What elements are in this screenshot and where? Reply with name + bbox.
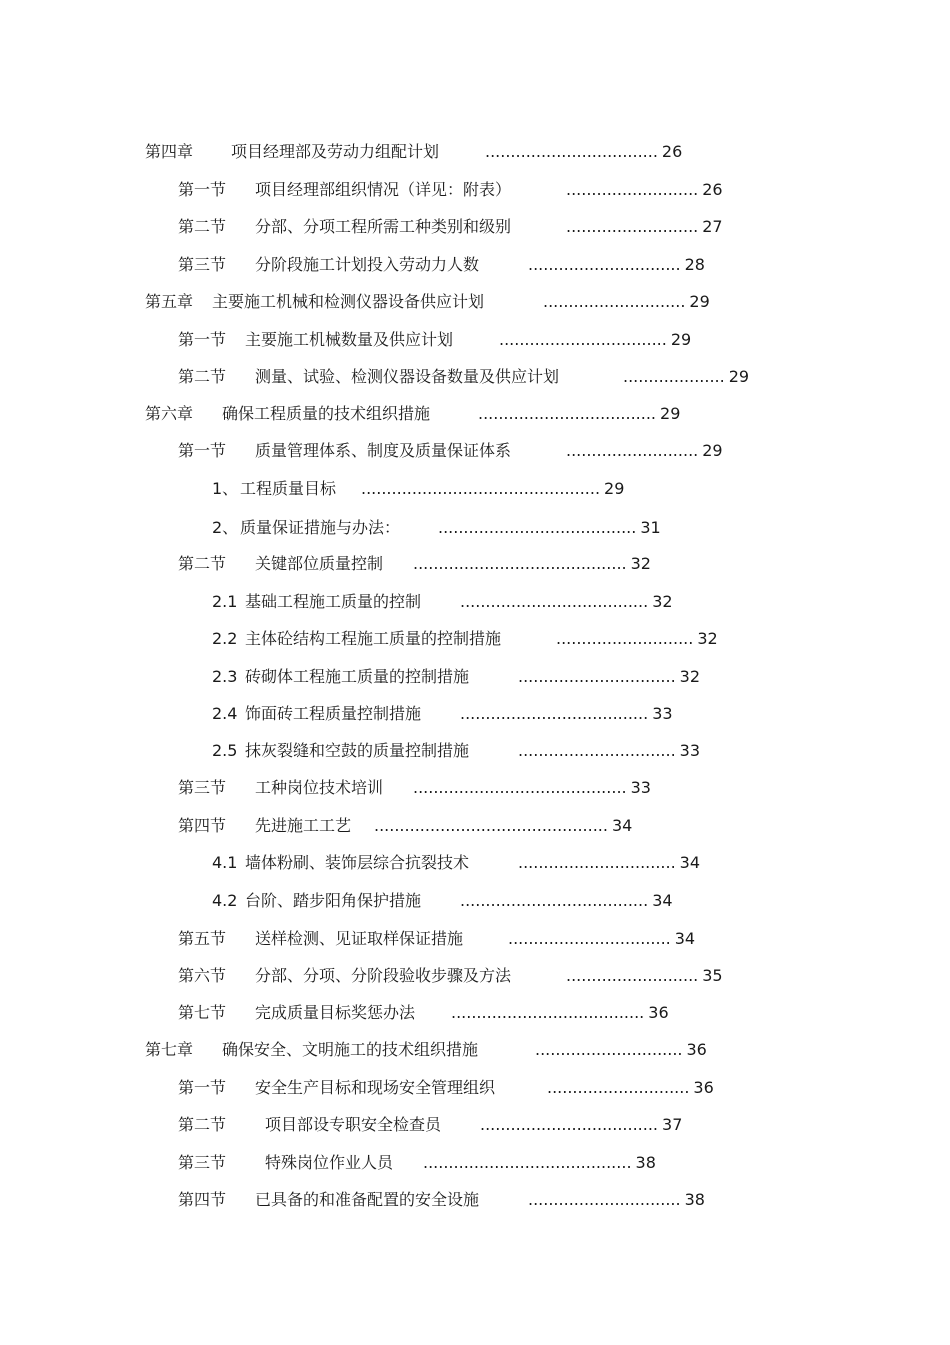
toc-entry-leader: .......................... xyxy=(566,966,699,985)
toc-entry-title: 测量、试验、检测仪器设备数量及供应计划 xyxy=(255,367,560,386)
toc-entry-leader: ...................................... xyxy=(451,1003,645,1022)
toc-entry[interactable] xyxy=(212,516,661,540)
toc-entry-page: 33 xyxy=(630,778,651,797)
toc-entry[interactable] xyxy=(212,889,673,913)
toc-entry-label: 第七节 xyxy=(178,1003,227,1022)
toc-entry-label: 第一节 xyxy=(178,330,227,349)
toc-entry-leader: .............................................. xyxy=(374,816,608,835)
toc-entry-label: 2、 xyxy=(212,518,239,537)
toc-entry-title: 质量管理体系、制度及质量保证体系 xyxy=(255,441,512,460)
toc-entry-label: 2.2 xyxy=(212,629,238,648)
toc-entry-title: 分阶段施工计划投入劳动力人数 xyxy=(255,255,480,274)
toc-entry-leader: .......................... xyxy=(566,217,699,236)
toc-entry-title: 项目部设专职安全检查员 xyxy=(265,1115,442,1134)
toc-entry-title: 墙体粉刷、装饰层综合抗裂技术 xyxy=(245,853,470,872)
toc-entry-page: 29 xyxy=(670,330,692,349)
toc-entry-title: 关键部位质量控制 xyxy=(255,554,384,573)
toc-entry[interactable] xyxy=(178,552,651,576)
toc-entry-leader: .......................... xyxy=(566,180,699,199)
toc-entry-leader: .............................. xyxy=(528,1190,681,1209)
toc-entry-leader: ......................................... xyxy=(423,1153,632,1172)
toc-entry-page: 29 xyxy=(660,404,681,423)
toc-entry-label: 第一节 xyxy=(178,441,227,460)
toc-entry-title: 工程质量目标 xyxy=(240,479,337,498)
toc-entry-leader: ................................ xyxy=(508,929,671,948)
toc-entry-title: 项目经理部组织情况（详见：附表） xyxy=(255,180,512,199)
toc-entry-title: 主要施工机械和检测仪器设备供应计划 xyxy=(212,292,485,311)
toc-entry-page: 33 xyxy=(679,741,701,760)
toc-entry[interactable] xyxy=(178,814,632,838)
toc-entry-page: 29 xyxy=(604,479,625,498)
toc-entry[interactable] xyxy=(212,590,673,614)
toc-entry-leader: ............................................... xyxy=(361,479,601,498)
toc-entry-page: 32 xyxy=(630,554,651,573)
toc-entry-leader: ................................... xyxy=(480,1115,659,1134)
toc-entry[interactable] xyxy=(145,290,710,314)
toc-entry-page: 36 xyxy=(648,1003,669,1022)
toc-entry-label: 第五章 xyxy=(145,292,194,311)
toc-entry[interactable] xyxy=(178,927,695,951)
toc-entry-title: 特殊岗位作业人员 xyxy=(265,1153,394,1172)
toc-entry-leader: ............................ xyxy=(543,292,686,311)
toc-entry-leader: .................... xyxy=(623,367,725,386)
toc-entry-page: 38 xyxy=(684,1190,705,1209)
toc-entry-title: 项目经理部及劳动力组配计划 xyxy=(231,142,440,161)
toc-entry-label: 第二节 xyxy=(178,217,227,236)
toc-entry[interactable] xyxy=(178,365,749,389)
toc-entry-leader: ............................. xyxy=(535,1040,683,1059)
toc-entry[interactable] xyxy=(178,1151,656,1175)
toc-entry-page: 34 xyxy=(652,891,673,910)
toc-entry-label: 第三节 xyxy=(178,255,227,274)
toc-entry[interactable] xyxy=(178,1001,669,1025)
toc-entry-leader: ....................................... xyxy=(438,518,637,537)
toc-entry[interactable] xyxy=(145,402,680,426)
toc-entry-leader: .................................. xyxy=(485,142,658,161)
toc-entry-label: 第四节 xyxy=(178,816,227,835)
toc-entry-label: 第四章 xyxy=(145,142,194,161)
toc-entry[interactable] xyxy=(212,665,700,689)
toc-entry-title: 已具备的和准备配置的安全设施 xyxy=(255,1190,480,1209)
toc-entry-label: 第一节 xyxy=(178,180,227,199)
toc-entry-label: 2.5 xyxy=(212,741,238,760)
toc-entry-page: 34 xyxy=(611,816,633,835)
toc-entry[interactable] xyxy=(178,964,723,988)
toc-entry[interactable] xyxy=(178,178,723,202)
toc-entry[interactable] xyxy=(178,215,723,239)
toc-entry[interactable] xyxy=(178,328,691,352)
toc-entry[interactable] xyxy=(145,140,682,164)
toc-entry-label: 第一节 xyxy=(178,1078,227,1097)
toc-entry-leader: ................................... xyxy=(478,404,657,423)
toc-entry-title: 饰面砖工程质量控制措施 xyxy=(245,704,422,723)
toc-entry-label: 第四节 xyxy=(178,1190,227,1209)
toc-entry-page: 29 xyxy=(728,367,750,386)
toc-entry-title: 先进施工工艺 xyxy=(255,816,352,835)
toc-entry-leader: .......................... xyxy=(566,441,699,460)
toc-entry-leader: ........................... xyxy=(556,629,694,648)
toc-entry-title: 基础工程施工质量的控制 xyxy=(245,592,422,611)
toc-entry-page: 35 xyxy=(702,966,723,985)
toc-entry-page: 26 xyxy=(661,142,683,161)
toc-entry-label: 第二节 xyxy=(178,367,227,386)
toc-entry[interactable] xyxy=(178,1113,682,1137)
toc-entry-page: 29 xyxy=(689,292,710,311)
toc-entry-label: 1、 xyxy=(212,479,239,498)
toc-entry[interactable] xyxy=(178,1188,705,1212)
toc-entry-leader: ..................................... xyxy=(460,704,649,723)
toc-entry-page: 32 xyxy=(679,667,701,686)
toc-entry-title: 抹灰裂缝和空鼓的质量控制措施 xyxy=(245,741,470,760)
toc-entry[interactable] xyxy=(212,851,700,875)
toc-entry-label: 第二节 xyxy=(178,554,227,573)
toc-entry-page: 38 xyxy=(635,1153,656,1172)
toc-entry-page: 34 xyxy=(679,853,701,872)
toc-entry-page: 33 xyxy=(652,704,673,723)
toc-entry-leader: ............................... xyxy=(518,853,676,872)
toc-entry-label: 第五节 xyxy=(178,929,227,948)
toc-entry-page: 26 xyxy=(702,180,723,199)
toc-entry[interactable] xyxy=(212,739,700,763)
toc-entry-title: 完成质量目标奖惩办法 xyxy=(255,1003,416,1022)
toc-entry-label: 2.4 xyxy=(212,704,238,723)
toc-entry-leader: ..................................... xyxy=(460,592,649,611)
toc-entry-label: 4.2 xyxy=(212,891,238,910)
toc-entry-leader: ................................. xyxy=(499,330,667,349)
toc-entry-leader: ............................... xyxy=(518,741,676,760)
toc-entry-page: 37 xyxy=(662,1115,683,1134)
toc-entry-label: 第六节 xyxy=(178,966,227,985)
toc-entry-title: 送样检测、见证取样保证措施 xyxy=(255,929,464,948)
toc-entry-title: 工种岗位技术培训 xyxy=(255,778,384,797)
toc-entry-label: 第七章 xyxy=(145,1040,194,1059)
toc-entry-label: 第二节 xyxy=(178,1115,227,1134)
toc-entry[interactable] xyxy=(212,627,718,651)
toc-entry-title: 安全生产目标和现场安全管理组织 xyxy=(255,1078,496,1097)
toc-entry-leader: .......................................... xyxy=(413,778,627,797)
toc-entry-title: 台阶、踏步阳角保护措施 xyxy=(245,891,422,910)
toc-entry-leader: ............................ xyxy=(547,1078,690,1097)
toc-entry[interactable] xyxy=(178,439,723,463)
toc-entry-leader: ............................... xyxy=(518,667,676,686)
toc-entry-page: 29 xyxy=(702,441,723,460)
toc-entry-page: 34 xyxy=(674,929,696,948)
toc-entry-label: 4.1 xyxy=(212,853,238,872)
toc-entry-title: 分部、分项、分阶段验收步骤及方法 xyxy=(255,966,512,985)
toc-entry-title: 质量保证措施与办法： xyxy=(240,518,401,537)
toc-entry[interactable] xyxy=(145,1038,707,1062)
toc-entry-page: 36 xyxy=(686,1040,707,1059)
toc-entry[interactable] xyxy=(178,776,651,800)
toc-entry-label: 第三节 xyxy=(178,1153,227,1172)
toc-entry-leader: .............................. xyxy=(528,255,681,274)
toc-entry-title: 砖砌体工程施工质量的控制措施 xyxy=(245,667,470,686)
toc-entry-label: 2.1 xyxy=(212,592,238,611)
toc-entry-page: 32 xyxy=(697,629,718,648)
toc-entry-leader: .......................................... xyxy=(413,554,627,573)
toc-entry[interactable] xyxy=(178,253,705,277)
toc-entry-page: 31 xyxy=(640,518,661,537)
toc-entry[interactable] xyxy=(212,477,624,501)
toc-entry-leader: ..................................... xyxy=(460,891,649,910)
toc-entry-label: 第三节 xyxy=(178,778,227,797)
toc-entry-page: 36 xyxy=(693,1078,714,1097)
toc-entry[interactable] xyxy=(212,702,673,726)
toc-entry-title: 主体砼结构工程施工质量的控制措施 xyxy=(245,629,502,648)
toc-entry-page: 28 xyxy=(684,255,705,274)
toc-entry-title: 确保工程质量的技术组织措施 xyxy=(222,404,431,423)
toc-entry-title: 主要施工机械数量及供应计划 xyxy=(245,330,454,349)
toc-entry-label: 第六章 xyxy=(145,404,194,423)
toc-entry-label: 2.3 xyxy=(212,667,238,686)
toc-entry-title: 确保安全、文明施工的技术组织措施 xyxy=(222,1040,479,1059)
toc-entry[interactable] xyxy=(178,1076,714,1100)
toc-entry-page: 27 xyxy=(702,217,723,236)
toc-entry-page: 32 xyxy=(652,592,673,611)
toc-entry-title: 分部、分项工程所需工种类别和级别 xyxy=(255,217,512,236)
